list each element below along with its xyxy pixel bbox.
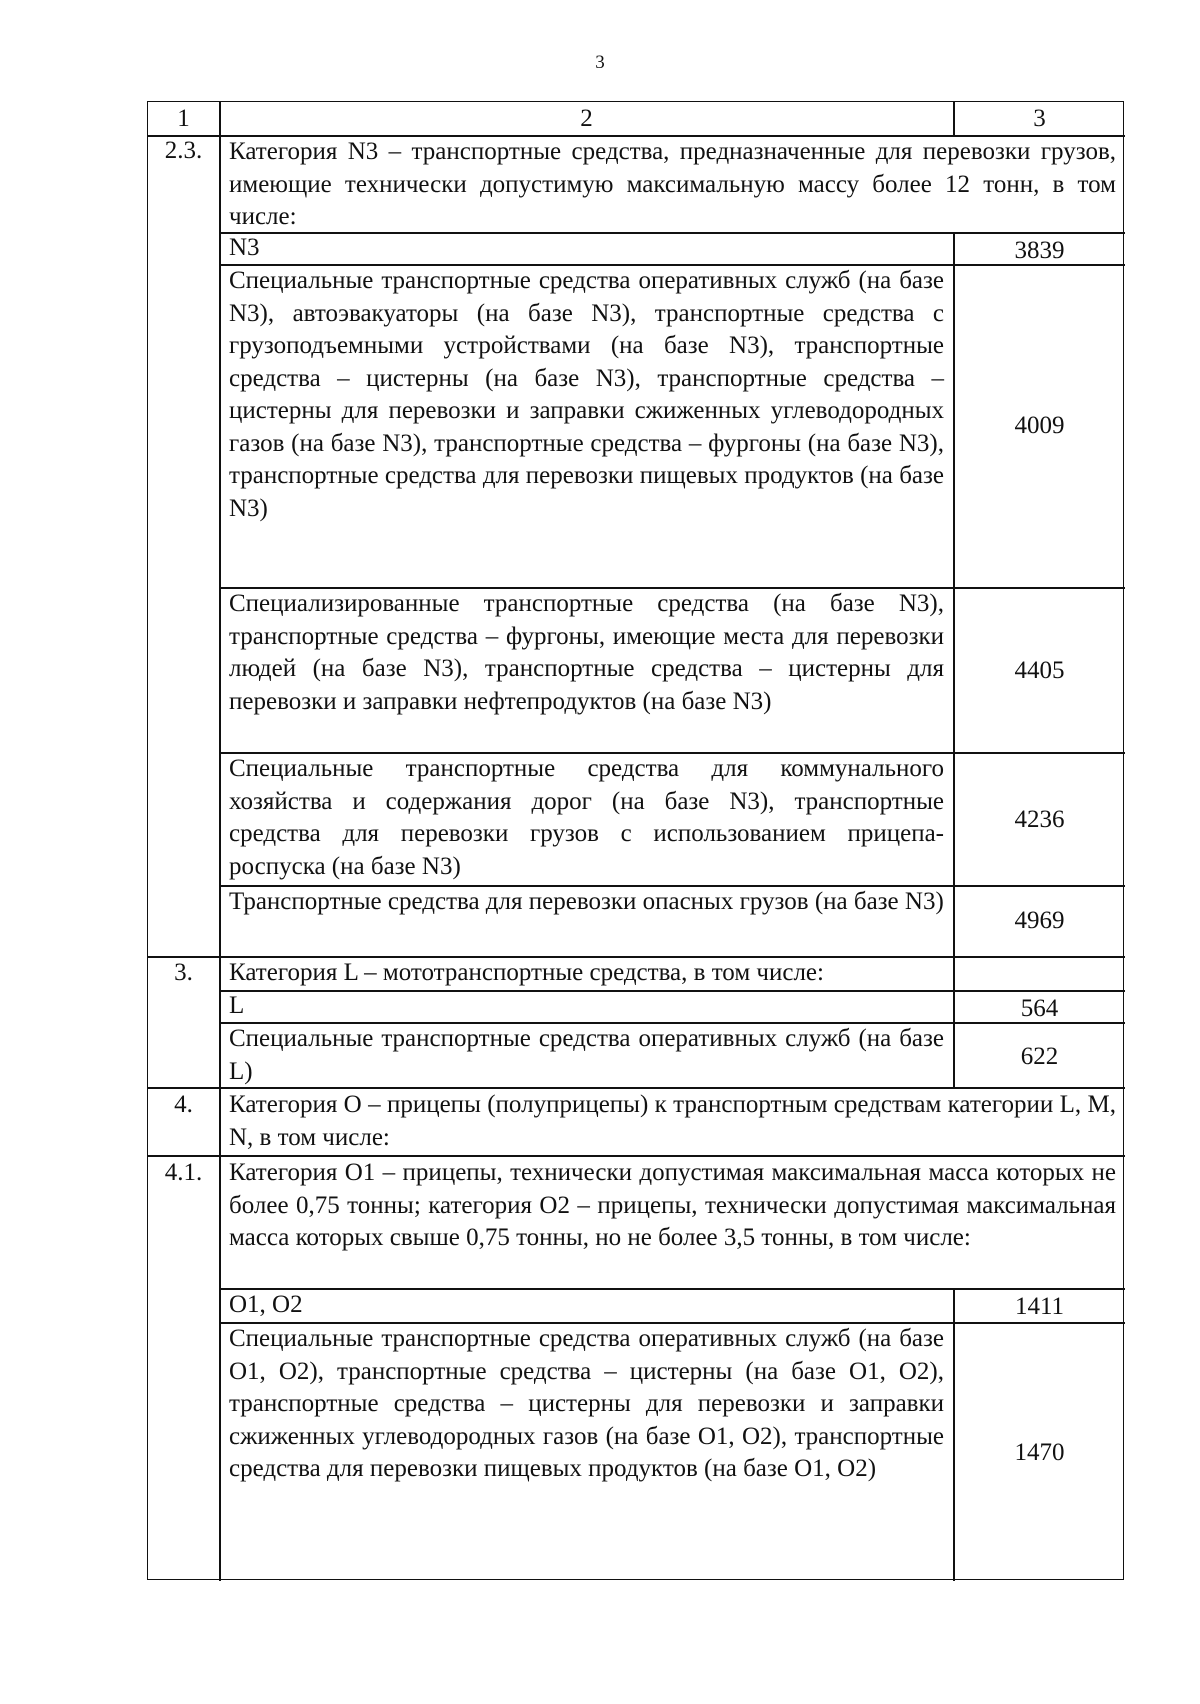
header-col-1: 1 xyxy=(177,105,190,132)
item-value: 4236 xyxy=(1014,806,1065,833)
item-text: Специальные транспортные средства для коммунального хозяйства и содержания дорог (на базе N3), транспортные средства для перевозки грузов с использованием прицепа-роспуска (на базе N3) xyxy=(229,755,944,880)
item-value: 4009 xyxy=(1014,412,1065,439)
row-number: 4.1. xyxy=(164,1159,203,1186)
item-text: O1, O2 xyxy=(229,1291,303,1318)
item-value: 4969 xyxy=(1014,907,1065,934)
col-divider-2 xyxy=(953,1288,955,1581)
item-value: 4405 xyxy=(1014,657,1065,684)
category-title: Категория N3 – транспортные средства, предназначенные для перевозки грузов, имеющие технически допустимую максимальную массу более 12 тонн, в том числе: xyxy=(229,138,1116,230)
item-text: N3 xyxy=(229,234,260,261)
item-text: Специализированные транспортные средства (на базе N3), транспортные средства – фургоны, имеющие места для перевозки людей (на базе N3), транспортные средства – цистерны для перевозки и заправки нефтепродуктов (на базе N3) xyxy=(229,590,944,715)
item-text: Специальные транспортные средства оперативных служб (на базе L) xyxy=(229,1025,944,1085)
page-number: 3 xyxy=(595,52,605,73)
category-title: Категория O1 – прицепы, технически допустимая максимальная масса которых не более 0,75 тонны; категория O2 – прицепы, технически допустимая максимальная масса которых свыше 0,75 тонны, но не более 3,5 тонны, в том числе: xyxy=(229,1159,1116,1251)
item-text: Специальные транспортные средства оперативных служб (на базе O1, O2), транспортные средства – цистерны (на базе O1, O2), транспортные средства – цистерны для перевозки и заправки сжиженных углеводородных газов (на базе O1, O2), транспортные средства для перевозки пищевых продуктов (на базе O1, O2) xyxy=(229,1325,944,1482)
header-col-2: 2 xyxy=(580,105,593,132)
row-number: 2.3. xyxy=(164,137,203,164)
row-number: 4. xyxy=(174,1091,193,1118)
header-col-3: 3 xyxy=(1033,105,1046,132)
item-text: L xyxy=(229,992,245,1019)
item-value: 622 xyxy=(1020,1043,1059,1070)
item-value: 1411 xyxy=(1014,1293,1065,1320)
row-number: 3. xyxy=(174,959,193,986)
item-text: Транспортные средства для перевозки опасных грузов (на базе N3) xyxy=(229,888,944,915)
item-text: Специальные транспортные средства оперативных служб (на базе N3), автоэвакуаторы (на базе N3), транспортные средства с грузоподъемными устройствами (на базе N3), транспортные средства – цистерны (на базе N3), транспортные средства – цистерны для перевозки и заправки сжиженных углеводородных газов (на базе N3), транспортные средства – фургоны (на базе N3), транспортные средства для перевозки пищевых продуктов (на базе N3) xyxy=(229,267,944,522)
item-value: 1470 xyxy=(1014,1439,1065,1466)
vehicle-category-table xyxy=(147,101,1124,1580)
item-value: 564 xyxy=(1020,995,1059,1022)
col-divider-1 xyxy=(219,102,221,1581)
category-title: Категория L – мототранспортные средства, в том числе: xyxy=(229,959,824,986)
item-value: 3839 xyxy=(1014,237,1065,264)
category-title: Категория O – прицепы (полуприцепы) к транспортным средствам категории L, M, N, в том числе: xyxy=(229,1091,1116,1151)
